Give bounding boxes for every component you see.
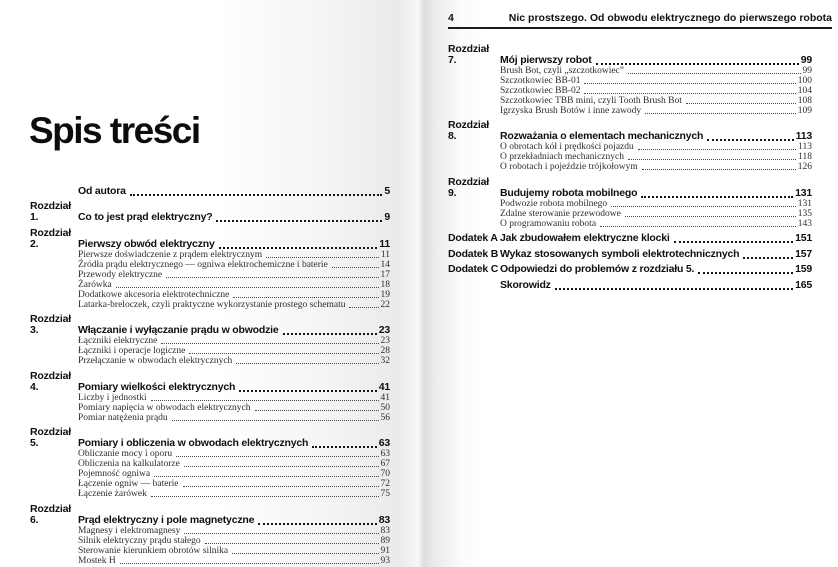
toc-subentry-page: 32 <box>380 356 390 366</box>
toc-entry-title: Wykaz stosowanych symboli elektrotechnicznych <box>500 247 740 260</box>
toc-entry-title: Prąd elektryczny i pole magnetyczne <box>78 513 255 526</box>
dot-leader <box>707 139 793 141</box>
toc-entry-title: Od autora <box>78 184 126 197</box>
dot-leader <box>625 216 796 217</box>
toc-entry-title: Jak zbudowałem elektryczne klocki <box>500 232 670 244</box>
toc-subentry-title: Pomiar natężenia prądu <box>78 412 168 423</box>
toc-entry <box>30 504 390 526</box>
toc-entry <box>30 201 390 223</box>
toc-subentry <box>448 162 812 172</box>
toc-entry-label: Rozdział 3. <box>30 313 71 336</box>
dot-leader <box>312 446 376 448</box>
toc-entry-label: Rozdział 6. <box>30 502 71 526</box>
dot-leader <box>154 476 378 477</box>
toc-subentry-title: Zdalne sterowanie przewodowe <box>500 208 621 219</box>
toc-entry-label: Rozdział 1. <box>30 200 71 223</box>
toc-subentry <box>30 449 390 459</box>
toc-entry-page: 9 <box>384 211 390 223</box>
toc-entry-label: Rozdział 8. <box>448 119 489 142</box>
toc-subentry <box>30 300 390 310</box>
toc-entry-label: Rozdział 4. <box>30 369 71 393</box>
toc-subentry-title: Obliczenia na kalkulatorze <box>78 459 180 469</box>
toc-entry-page: 11 <box>379 237 390 250</box>
toc-subentry-page: 17 <box>380 269 390 280</box>
toc-subentry-page: 118 <box>798 152 812 162</box>
toc-entry-label: Dodatek A <box>448 232 498 244</box>
dot-leader <box>628 159 796 160</box>
toc-subentry-title: Przewody elektryczne <box>78 269 163 280</box>
toc-entry-label: Rozdział 9. <box>448 175 489 199</box>
toc-subentry-title: Podwozie robota mobilnego <box>500 198 608 209</box>
dot-leader <box>184 466 379 467</box>
toc-subentry <box>30 356 390 366</box>
toc-subentry <box>448 106 812 116</box>
toc-entry-page: 165 <box>795 278 812 291</box>
toc-subentry-title: Źródła prądu elektrycznego — ogniwa elektrochemiczne i baterie <box>78 259 328 270</box>
toc-entry <box>30 314 390 336</box>
toc-subentry-title: Pojemność ogniwa <box>78 469 151 479</box>
toc-subentry-title: Sterowanie kierunkiem obrotów silnika <box>78 545 229 556</box>
toc-entry-page: 5 <box>384 184 390 197</box>
toc-entry-title: Pierwszy obwód elektryczny <box>78 237 215 250</box>
toc-subentry-page: 50 <box>380 402 390 413</box>
dot-leader <box>184 533 378 534</box>
toc-subentry-page: 131 <box>797 198 812 209</box>
toc-subentry-title: O programowaniu robota <box>500 218 597 229</box>
toc-subentry-title: Żarówka <box>78 279 112 290</box>
toc-subentry-page: 14 <box>380 259 390 270</box>
toc-subentry-page: 89 <box>380 535 390 546</box>
dot-leader <box>332 267 379 268</box>
dot-leader <box>151 400 379 401</box>
toc-entry-title: Pomiary i obliczenia w obwodach elektrycznych <box>78 437 309 449</box>
toc-subentry <box>448 219 812 229</box>
toc-subentry-page: 99 <box>802 65 812 76</box>
dot-leader <box>189 353 378 354</box>
toc-subentry <box>30 403 390 413</box>
toc-subentry <box>30 393 390 403</box>
toc-entry <box>30 371 390 393</box>
toc-entry-page: 99 <box>800 53 812 66</box>
dot-leader <box>258 523 376 525</box>
dot-leader <box>183 486 379 487</box>
dot-leader <box>674 241 793 243</box>
toc-subentry <box>448 209 812 219</box>
toc-subentry-page: 41 <box>380 392 390 403</box>
toc-subentry-page: 19 <box>380 289 390 300</box>
dot-leader <box>176 456 378 457</box>
toc-subentry-title: Przełączanie w obwodach elektrycznych <box>78 356 233 366</box>
toc-subentry <box>448 152 812 162</box>
toc-subentry-page: 56 <box>380 412 390 423</box>
toc-subentry <box>448 86 812 96</box>
dot-leader <box>172 420 379 421</box>
dot-leader <box>349 307 378 308</box>
toc-left <box>30 181 390 566</box>
toc-subentry-page: 113 <box>798 142 812 152</box>
toc-subentry-title: Magnesy i elektromagnesy <box>78 525 181 536</box>
toc-entry-label: Rozdział 7. <box>448 42 489 66</box>
toc-entry-page: 157 <box>795 247 812 260</box>
toc-entry-page: 83 <box>378 513 390 526</box>
toc-subentry-page: 143 <box>797 218 812 229</box>
toc-subentry-title: O przekładniach mechanicznych <box>500 152 624 162</box>
toc-subentry-title: Liczby i jednostki <box>78 392 147 403</box>
page-header <box>448 12 832 29</box>
toc-subentry-page: 11 <box>380 249 390 260</box>
toc-subentry <box>30 336 390 346</box>
toc-subentry-page: 22 <box>380 299 390 310</box>
dot-leader <box>116 287 379 288</box>
toc-entry <box>448 120 812 142</box>
toc-subentry-title: Pomiary napięcia w obwodach elektrycznych <box>78 402 251 413</box>
toc-subentry-title: Mostek H <box>78 555 116 566</box>
toc-entry-page: 63 <box>378 437 390 449</box>
toc-subentry <box>30 260 390 270</box>
toc-entry <box>448 44 812 66</box>
dot-leader <box>628 73 801 74</box>
toc-entry <box>30 427 390 449</box>
dot-leader <box>686 103 796 104</box>
toc-subentry <box>30 479 390 489</box>
toc-entry <box>448 264 812 275</box>
dot-leader <box>645 113 796 114</box>
header-page-number: 4 <box>448 12 454 24</box>
toc-entry-page: 159 <box>795 263 812 275</box>
toc-entry-page: 113 <box>795 130 812 142</box>
dot-leader <box>555 288 793 290</box>
toc-entry-title: Budujemy robota mobilnego <box>500 186 638 199</box>
toc-subentry <box>30 270 390 280</box>
toc-subentry <box>30 346 390 356</box>
dot-leader <box>596 63 799 65</box>
toc-entry <box>448 280 812 291</box>
toc-subentry-page: 109 <box>797 105 812 116</box>
dot-leader <box>120 563 379 564</box>
dot-leader <box>236 363 378 364</box>
toc-entry <box>448 249 812 260</box>
toc-subentry-title: Łączniki i operacje logiczne <box>78 346 186 356</box>
dot-leader <box>584 93 795 94</box>
toc-subentry <box>448 142 812 152</box>
dot-leader <box>611 206 796 207</box>
toc-subentry-page: 108 <box>797 95 812 106</box>
dot-leader <box>219 247 378 249</box>
toc-entry <box>448 177 812 199</box>
header-running-title: Nic prostszego. Od obwodu elektrycznego do pierwszego robota <box>508 12 832 24</box>
toc-subentry-title: O obrotach kół i prędkości pojazdu <box>500 142 634 152</box>
toc-title: Spis treści <box>29 110 200 151</box>
toc-entry <box>448 233 812 244</box>
toc-subentry-title: Łączenie ogniw — baterie <box>78 479 179 489</box>
toc-entry-title: Włączanie i wyłączanie prądu w obwodzie <box>78 324 279 336</box>
toc-subentry-title: Igrzyska Brush Botów i inne zawody <box>500 105 642 116</box>
toc-subentry <box>30 536 390 546</box>
toc-entry-label: Dodatek C <box>448 263 499 275</box>
toc-entry-title: Pomiary wielkości elektrycznych <box>78 380 236 393</box>
toc-subentry <box>30 280 390 290</box>
toc-subentry <box>30 489 390 499</box>
toc-subentry-title: Szczotkowiec BB-02 <box>500 85 581 96</box>
toc-subentry-title: Szczotkowiec BB-01 <box>500 75 581 86</box>
toc-subentry <box>448 76 812 86</box>
toc-entry-title: Co to jest prąd elektryczny? <box>78 211 213 223</box>
toc-subentry <box>30 526 390 536</box>
toc-subentry-title: Brush Bot, czyli „szczotkowiec” <box>500 65 624 76</box>
dot-leader <box>216 220 382 222</box>
toc-subentry-title: Dodatkowe akcesoria elektrotechniczne <box>78 289 230 300</box>
toc-subentry <box>30 459 390 469</box>
toc-subentry <box>448 66 812 76</box>
toc-subentry <box>30 290 390 300</box>
toc-entry-label: Dodatek B <box>448 247 499 260</box>
toc-subentry-title: Pierwsze doświadczenie z prądem elektrycznym <box>78 249 263 260</box>
toc-entry-label: Rozdział 5. <box>30 426 71 449</box>
toc-entry-title: Mój pierwszy robot <box>500 53 592 66</box>
toc-subentry-title: O robotach i pojeździe trójkołowym <box>500 162 638 172</box>
toc-entry-title: Skorowidz <box>500 278 551 291</box>
toc-subentry-title: Latarka-breloczek, czyli praktyczne wykorzystanie prostego schematu <box>78 299 346 310</box>
toc-subentry-page: 28 <box>380 346 390 356</box>
dot-leader <box>130 194 383 196</box>
toc-subentry-page: 75 <box>380 489 390 499</box>
toc-subentry-page: 104 <box>797 85 812 96</box>
toc-subentry-page: 91 <box>380 545 390 556</box>
dot-leader <box>233 297 378 298</box>
dot-leader <box>642 169 796 170</box>
toc-subentry <box>30 469 390 479</box>
toc-subentry <box>30 556 390 566</box>
toc-subentry-page: 67 <box>380 459 390 469</box>
toc-subentry-page: 18 <box>380 279 390 290</box>
toc-subentry-title: Silnik elektryczny prądu stałego <box>78 535 201 546</box>
toc-subentry-page: 83 <box>380 525 390 536</box>
toc-entry <box>30 186 390 197</box>
toc-entry-label: Rozdział 2. <box>30 226 71 250</box>
dot-leader <box>161 343 378 344</box>
toc-entry-title: Odpowiedzi do problemów z rozdziału 5. <box>500 263 695 275</box>
toc-entry-page: 41 <box>378 380 390 393</box>
dot-leader <box>266 257 379 258</box>
toc-subentry-page: 126 <box>797 162 812 172</box>
dot-leader <box>743 257 793 259</box>
toc-subentry-title: Szczotkowiec TBB mini, czyli Tooth Brush Bot <box>500 95 682 106</box>
toc-subentry <box>30 250 390 260</box>
toc-subentry-page: 72 <box>380 479 390 489</box>
dot-leader <box>166 277 378 278</box>
toc-subentry <box>448 96 812 106</box>
toc-subentry-page: 135 <box>797 208 812 219</box>
toc-subentry <box>448 199 812 209</box>
toc-subentry-page: 70 <box>380 469 390 479</box>
toc-entry-title: Rozważania o elementach mechanicznych <box>500 130 704 142</box>
toc-right <box>448 39 812 291</box>
toc-entry-page: 23 <box>378 324 390 336</box>
dot-leader <box>638 149 796 150</box>
toc-entry-page: 131 <box>795 186 812 199</box>
toc-subentry-page: 23 <box>380 336 390 346</box>
dot-leader <box>151 496 379 497</box>
toc-subentry-title: Łączniki elektryczne <box>78 336 158 346</box>
dot-leader <box>698 272 793 274</box>
toc-subentry-page: 93 <box>380 555 390 566</box>
toc-subentry-title: Obliczanie mocy i oporu <box>78 449 173 459</box>
toc-subentry-page: 100 <box>797 75 812 86</box>
dot-leader <box>600 226 796 227</box>
toc-subentry-title: Łączenie żarówek <box>78 489 147 499</box>
dot-leader <box>255 410 379 411</box>
dot-leader <box>239 390 377 392</box>
dot-leader <box>205 543 379 544</box>
toc-subentry <box>30 413 390 423</box>
dot-leader <box>584 83 795 84</box>
toc-entry-page: 151 <box>795 232 812 244</box>
toc-subentry <box>30 546 390 556</box>
dot-leader <box>641 196 793 198</box>
toc-subentry-page: 63 <box>380 449 390 459</box>
dot-leader <box>232 553 378 554</box>
dot-leader <box>283 333 377 335</box>
toc-entry <box>30 228 390 250</box>
